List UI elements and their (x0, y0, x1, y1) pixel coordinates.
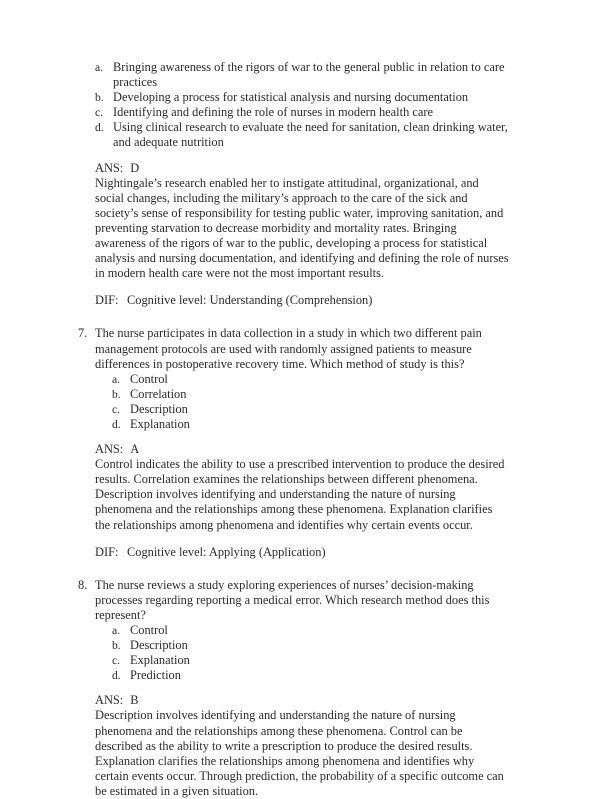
option-text: Correlation (130, 386, 187, 401)
question-7 (78, 326, 510, 559)
option-item[interactable] (78, 60, 510, 90)
option-item[interactable] (95, 668, 510, 683)
option-item[interactable] (95, 417, 510, 432)
answer-rationale: Control indicates the ability to use a prescribed intervention to produce the desired results. Correlation examines the relationships between different phenomena. Description involves identifying and understanding the nature of nursing phenomena and the relationships among these phenomena. Explanation clarifies the relationships among phenomena and identifies why certain events occur. (95, 457, 505, 532)
option-item[interactable] (78, 120, 510, 150)
option-letter: c. (95, 106, 104, 120)
answer-label: ANS: (95, 693, 124, 708)
option-text: Using clinical research to evaluate the need for sanitation, clean drinking water, and adequate nutrition (113, 120, 508, 150)
page-content (78, 60, 510, 799)
question-7-answer-block (95, 442, 510, 533)
option-item[interactable] (95, 623, 510, 638)
option-text: Bringing awareness of the rigors of war to the general public in relation to care practices (113, 60, 505, 90)
option-item[interactable] (95, 372, 510, 387)
question-8-options (95, 623, 510, 683)
question-number: 7. (78, 326, 88, 341)
option-item[interactable] (95, 638, 510, 653)
option-text: Description (130, 638, 188, 653)
option-letter: c. (112, 654, 121, 668)
option-item[interactable] (95, 653, 510, 668)
question-6-options (78, 60, 510, 151)
answer-rationale: Nightingale’s research enabled her to instigate attitudinal, organizational, and social changes, including the military’s approach to the care of the sick and society’s sense of responsibility for testing public water, improving sanitation, and preventing starvation to decrease morbidity and mortality rates. Bringing awareness of the rigors of war to the public, developing a process for statistical analysis and nursing documentation, and identifying and defining the role of nurses in modern health care were not the most important results. (95, 175, 509, 281)
option-text: Developing a process for statistical analysis and nursing documentation (113, 90, 469, 105)
answer-label-line (95, 442, 510, 457)
option-item[interactable] (95, 402, 510, 417)
option-letter: c. (112, 402, 121, 416)
option-text: Explanation (130, 416, 190, 431)
option-letter: a. (95, 61, 104, 74)
dif-label: DIF: (95, 544, 119, 559)
answer-label: ANS: (95, 160, 124, 175)
answer-value: B (130, 693, 139, 708)
answer-label-line (95, 161, 510, 176)
answer-label-line (95, 693, 510, 708)
question-6-dif-line (95, 293, 510, 308)
option-letter: b. (95, 91, 104, 105)
question-7-dif-line (95, 545, 510, 560)
question-8-answer-block (95, 693, 510, 799)
answer-rationale: Description involves identifying and understanding the nature of nursing phenomena and the relationships among these phenomena. Control can be described as the ability to write a prescription to produce the desired results. Explanation clarifies the relationships among phenomena and identifies why certain events occur. Through prediction, the probability of a specific outcome can be estimated in a given situation. (95, 708, 504, 798)
answer-value: D (130, 160, 140, 175)
option-letter: a. (112, 624, 121, 637)
option-text: Identifying and defining the role of nurses in modern health care (113, 105, 433, 120)
dif-label: DIF: (95, 293, 119, 308)
question-number: 8. (78, 577, 88, 592)
option-text: Description (130, 401, 188, 416)
option-letter: d. (112, 669, 121, 683)
option-item[interactable] (95, 387, 510, 402)
option-text: Control (130, 623, 168, 637)
option-letter: b. (112, 639, 121, 653)
option-item[interactable] (78, 90, 510, 105)
option-item[interactable] (78, 105, 510, 120)
option-text: Explanation (130, 653, 190, 668)
question-6-answer-block (95, 161, 510, 282)
question-stem: The nurse participates in data collection in a study in which two different pain management protocols are used with randomly assigned patients to measure differences in postoperative recovery time. Which method of study is this? (95, 326, 482, 371)
dif-value: Cognitive level: Applying (Application) (127, 544, 326, 559)
option-letter: b. (112, 387, 121, 401)
question-8 (78, 578, 510, 799)
option-letter: d. (112, 417, 121, 431)
option-text: Prediction (130, 668, 181, 683)
answer-label: ANS: (95, 442, 124, 457)
option-letter: a. (112, 372, 121, 386)
option-text: Control (130, 371, 168, 386)
question-stem: The nurse reviews a study exploring experiences of nurses’ decision-making processes regarding reporting a medical error. Which research method does this represent? (95, 577, 490, 622)
answer-value: A (130, 442, 140, 457)
dif-value: Cognitive level: Understanding (Comprehension) (127, 293, 373, 308)
option-letter: d. (95, 121, 104, 135)
question-7-options (95, 372, 510, 432)
